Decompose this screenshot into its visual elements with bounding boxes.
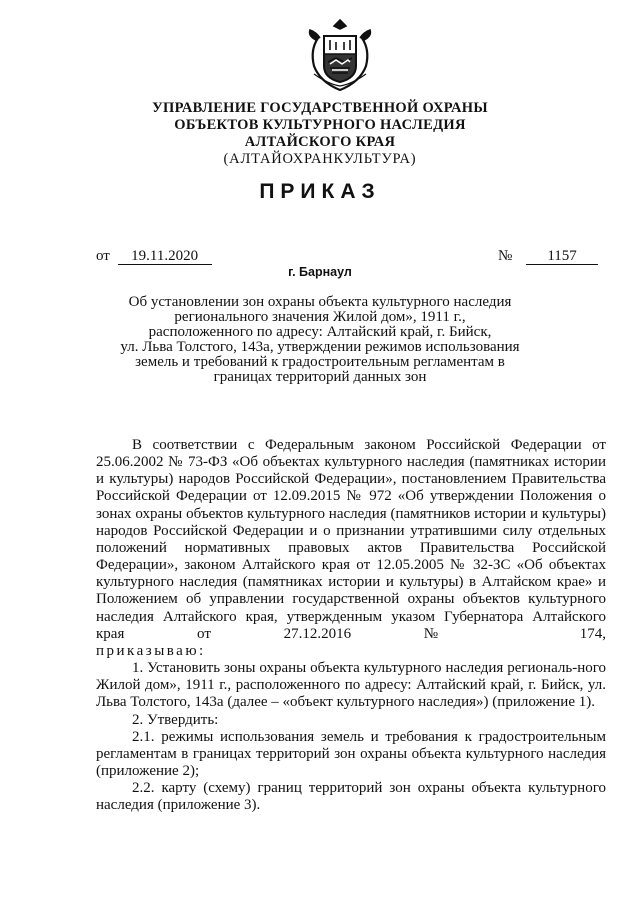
subject-line: расположенного по адресу: Алтайский край, г. Бийск, — [148, 324, 492, 340]
date-prefix: от — [96, 248, 110, 264]
number-value: 1157 — [526, 248, 598, 265]
subject-line: границах территорий данных зон — [213, 369, 427, 385]
document-subject — [0, 295, 640, 385]
document-city: г. Барнаул — [288, 265, 352, 279]
subject-line: ул. Льва Толстого, 143а, утверждении режимов использования — [120, 339, 520, 355]
subject-line: регионального значения Жилой дом», 1911 г., — [174, 309, 466, 325]
org-name-line-3: АЛТАЙСКОГО КРАЯ — [244, 134, 396, 150]
order-word-text: приказываю: — [96, 642, 206, 659]
org-name-line-1: УПРАВЛЕНИЕ ГОСУДАРСТВЕННОЙ ОХРАНЫ — [152, 100, 488, 116]
item-2-1-paragraph: 2.1. режимы использования земель и требования к градостроительным регламентам в границах территорий зон охраны объекта культурного наследия (приложение 2); — [96, 728, 606, 779]
date-value: 19.11.2020 — [118, 248, 212, 265]
document-body — [96, 437, 606, 814]
subject-line: земель и требований к градостроительным регламентам в — [135, 354, 505, 370]
document-number — [498, 248, 598, 265]
subject-line: Об установлении зон охраны объекта культурного наследия — [128, 294, 512, 310]
item-2-paragraph: 2. Утвердить: — [132, 711, 219, 728]
org-name-line-2: ОБЪЕКТОВ КУЛЬТУРНОГО НАСЛЕДИЯ — [174, 117, 466, 133]
coat-of-arms-emblem — [300, 16, 380, 96]
document-type-title: ПРИКАЗ — [259, 180, 381, 203]
org-short-name: (АЛТАЙОХРАНКУЛЬТУРА) — [223, 151, 417, 167]
item-2-2-paragraph: 2.2. карту (схему) границ территорий зон охраны объекта культурного наследия (приложение 3). — [96, 780, 606, 814]
item-1-paragraph: 1. Установить зоны охраны объекта культурного наследия региональ-ного Жилой дом», 1911 г., расположенного по адресу: Алтайский край, г. Бийск, ул. Льва Толстого, 143а (далее – «объект культурного наследия») (приложение 1). — [96, 660, 606, 711]
number-prefix: № — [498, 248, 513, 264]
preamble-paragraph: В соответствии с Федеральным законом Российской Федерации от 25.06.2002 № 73-ФЗ «Об объектах культурного наследия (памятниках истории и культуры) народов Российской Федерации», постановлением Правительства Российской Федерации от 12.09.2015 № 972 «Об утверждении Положения о зонах охраны объектов культурного наследия (памятников истории и культуры) народов Российской Федерации и о признании утратившими силу отдельных положений нормативных правовых актов Правительства Российской Федерации», законом Алтайского края от 12.05.2005 № 32-ЗС «Об объектах культурного наследия (памятниках истории и культуры) в Алтайском крае» и Положением об управлении государственной охраны объектов культурного наследия Алтайского края, утвержденным указом Губернатора Алтайского края от 27.12.2016 № 174, — [96, 437, 606, 642]
order-word — [96, 643, 606, 660]
document-date — [96, 248, 212, 265]
